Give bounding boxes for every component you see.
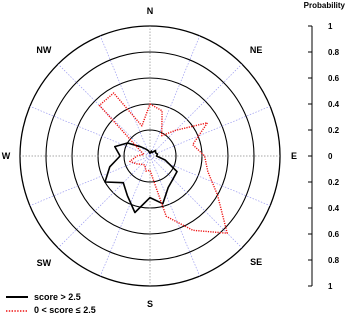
direction-label-ne: NE — [249, 44, 263, 55]
scale-tick-label: 0.4 — [328, 204, 340, 213]
direction-label-e: E — [290, 151, 298, 161]
scale-tick-label: 0 — [328, 152, 333, 161]
scale-tick-label: 0.8 — [328, 256, 340, 265]
scale-tick-label: 0.4 — [328, 100, 340, 109]
grid-spoke — [30, 156, 150, 206]
grid-spoke — [150, 36, 200, 156]
grid-spoke — [58, 64, 150, 156]
scale-tick-label: 0.8 — [328, 48, 340, 57]
grid-spoke — [100, 36, 150, 156]
scale-tick-label: 0.2 — [328, 178, 340, 187]
scale-tick-label: 0.2 — [328, 126, 340, 135]
legend — [6, 292, 96, 313]
scale-title: Probability — [303, 1, 345, 10]
scale-tick-label: 0.6 — [328, 74, 340, 83]
direction-label-se: SE — [250, 257, 263, 268]
direction-label-sw: SW — [36, 258, 52, 269]
legend-label-score-low: 0 < score ≤ 2.5 — [34, 305, 96, 313]
direction-label-s: S — [146, 299, 154, 309]
scale-tick-label: 1 — [328, 282, 333, 291]
direction-label-w: W — [1, 151, 11, 161]
grid-spoke — [58, 156, 150, 248]
scale-tick-label: 1 — [328, 22, 333, 31]
legend-label-score-high: score > 2.5 — [34, 292, 81, 302]
series-line-1 — [105, 143, 177, 213]
scale-tick-label: 0.6 — [328, 230, 340, 239]
grid-spoke — [150, 64, 242, 156]
grid-spoke — [30, 106, 150, 156]
direction-label-n: N — [146, 6, 154, 16]
direction-label-nw: NW — [36, 44, 52, 55]
probability-scale — [304, 1, 345, 291]
grid-spoke — [150, 106, 270, 156]
polar-grid — [20, 26, 280, 286]
